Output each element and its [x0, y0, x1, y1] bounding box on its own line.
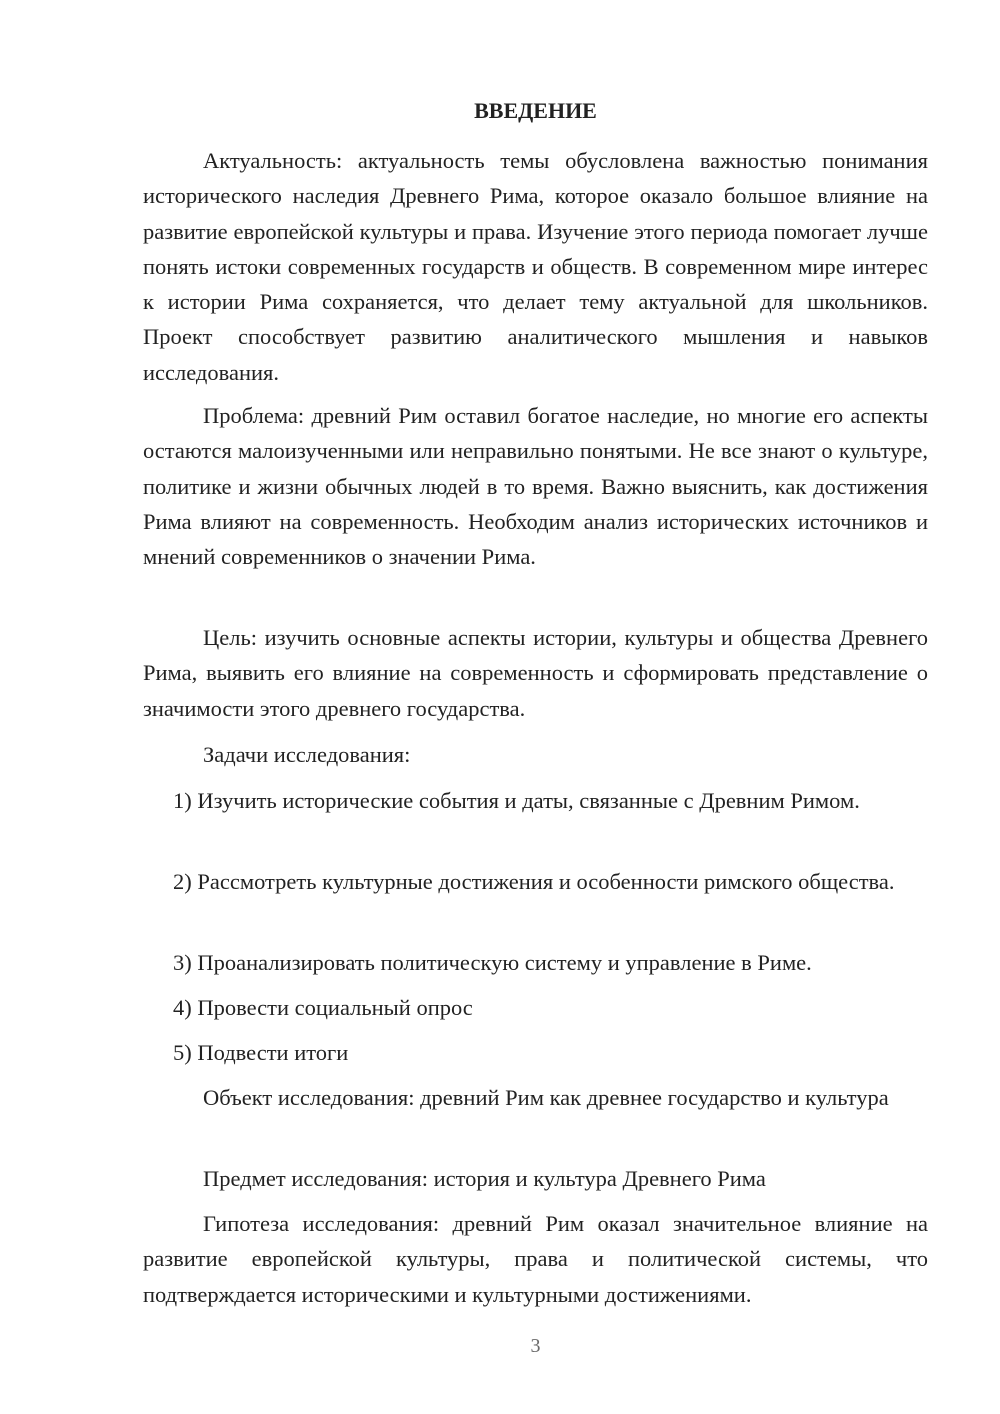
- task-item-1: 1) Изучить исторические события и даты, связанные с Древним Римом.: [173, 788, 860, 813]
- section-heading: ВВЕДЕНИЕ: [474, 98, 597, 123]
- goal-paragraph: Цель: изучить основные аспекты истории, культуры и общества Древнего Рима, выявить его влияние на современность и сформировать представление о значимости этого древнего государства.: [143, 625, 928, 721]
- page-number: 3: [530, 1335, 541, 1357]
- tasks-heading: Задачи исследования:: [203, 742, 411, 767]
- document-page: [143, 0, 928, 1414]
- task-item-2: 2) Рассмотреть культурные достижения и особенности римского общества.: [173, 869, 895, 894]
- task-item-5: 5) Подвести итоги: [173, 1040, 349, 1065]
- relevance-paragraph: Актуальность: актуальность темы обусловлена важностью понимания исторического наследия Древнего Рима, которое оказало большое влияние на развитие европейской культуры и права. Изучение этого периода помогает лучше понять истоки современных государств и обществ. В современном мире интерес к истории Рима сохраняется, что делает тему актуальной для школьников. Проект способствует развитию аналитического мышления и навыков исследования.: [143, 148, 928, 385]
- task-item-3: 3) Проанализировать политическую систему и управление в Риме.: [173, 950, 812, 975]
- subject-paragraph: Предмет исследования: история и культура Древнего Рима: [203, 1166, 766, 1191]
- object-paragraph: Объект исследования: древний Рим как древнее государство и культура: [203, 1085, 889, 1110]
- hypothesis-paragraph: Гипотеза исследования: древний Рим оказал значительное влияние на развитие европейской культуры, права и политической системы, что подтверждается историческими и культурными достижениями.: [143, 1211, 928, 1307]
- task-item-4: 4) Провести социальный опрос: [173, 995, 473, 1020]
- problem-paragraph: Проблема: древний Рим оставил богатое наследие, но многие его аспекты остаются малоизученными или неправильно понятыми. Не все знают о культуре, политике и жизни обычных людей в то время. Важно выяснить, как достижения Рима влияют на современность. Необходим анализ исторических источников и мнений современников о значении Рима.: [143, 403, 928, 570]
